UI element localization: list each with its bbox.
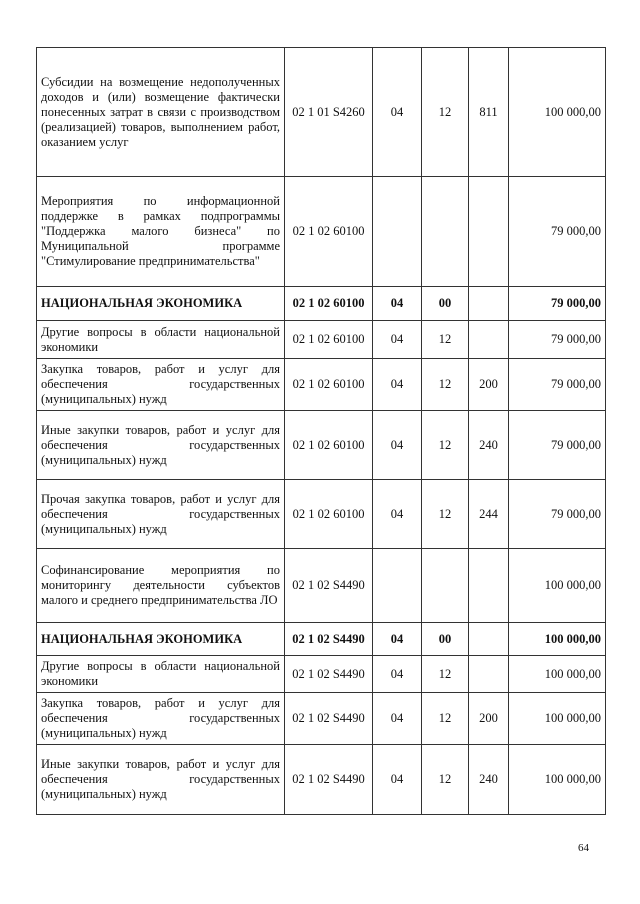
table-row bbox=[37, 411, 606, 480]
table-row bbox=[37, 359, 606, 411]
row-pr: 12 bbox=[422, 480, 469, 549]
budget-table bbox=[36, 47, 606, 815]
row-rz: 04 bbox=[373, 411, 422, 480]
row-pr: 12 bbox=[422, 359, 469, 411]
row-csr: 02 1 02 S4490 bbox=[285, 549, 373, 623]
row-csr: 02 1 01 S4260 bbox=[285, 48, 373, 177]
row-csr: 02 1 02 S4490 bbox=[285, 656, 373, 693]
table-row bbox=[37, 693, 606, 745]
page-number: 64 bbox=[578, 842, 589, 854]
row-csr: 02 1 02 60100 bbox=[285, 480, 373, 549]
row-sum: 79 000,00 bbox=[509, 321, 606, 359]
row-sum: 100 000,00 bbox=[509, 656, 606, 693]
row-vr bbox=[469, 623, 509, 656]
row-rz: 04 bbox=[373, 359, 422, 411]
row-name: НАЦИОНАЛЬНАЯ ЭКОНОМИКА bbox=[37, 287, 285, 321]
row-sum: 100 000,00 bbox=[509, 693, 606, 745]
row-vr bbox=[469, 321, 509, 359]
table-row bbox=[37, 480, 606, 549]
table-row bbox=[37, 656, 606, 693]
row-csr: 02 1 02 S4490 bbox=[285, 745, 373, 815]
row-csr: 02 1 02 60100 bbox=[285, 177, 373, 287]
row-sum: 100 000,00 bbox=[509, 549, 606, 623]
row-vr bbox=[469, 177, 509, 287]
row-csr: 02 1 02 60100 bbox=[285, 321, 373, 359]
table-row bbox=[37, 177, 606, 287]
row-vr: 200 bbox=[469, 359, 509, 411]
table-row-section bbox=[37, 623, 606, 656]
row-rz: 04 bbox=[373, 693, 422, 745]
row-sum: 79 000,00 bbox=[509, 177, 606, 287]
row-vr: 200 bbox=[469, 693, 509, 745]
row-rz bbox=[373, 177, 422, 287]
row-csr: 02 1 02 S4490 bbox=[285, 693, 373, 745]
row-vr: 244 bbox=[469, 480, 509, 549]
row-vr bbox=[469, 656, 509, 693]
row-csr: 02 1 02 60100 bbox=[285, 287, 373, 321]
row-pr: 12 bbox=[422, 745, 469, 815]
table-row-section bbox=[37, 287, 606, 321]
table-row bbox=[37, 48, 606, 177]
row-pr: 00 bbox=[422, 287, 469, 321]
row-name: Иные закупки товаров, работ и услуг для обеспечения государственных (муниципальных) нужд bbox=[37, 411, 285, 480]
row-sum: 79 000,00 bbox=[509, 359, 606, 411]
row-pr bbox=[422, 177, 469, 287]
row-pr: 12 bbox=[422, 321, 469, 359]
row-name: Иные закупки товаров, работ и услуг для обеспечения государственных (муниципальных) нужд bbox=[37, 745, 285, 815]
row-sum: 100 000,00 bbox=[509, 745, 606, 815]
row-csr: 02 1 02 S4490 bbox=[285, 623, 373, 656]
row-rz: 04 bbox=[373, 623, 422, 656]
row-csr: 02 1 02 60100 bbox=[285, 411, 373, 480]
table-row bbox=[37, 549, 606, 623]
row-rz: 04 bbox=[373, 656, 422, 693]
row-rz: 04 bbox=[373, 321, 422, 359]
row-rz: 04 bbox=[373, 480, 422, 549]
row-vr bbox=[469, 287, 509, 321]
row-name: Закупка товаров, работ и услуг для обеспечения государственных (муниципальных) нужд bbox=[37, 693, 285, 745]
row-pr: 12 bbox=[422, 656, 469, 693]
row-name: Закупка товаров, работ и услуг для обеспечения государственных (муниципальных) нужд bbox=[37, 359, 285, 411]
row-name: Другие вопросы в области национальной экономики bbox=[37, 656, 285, 693]
row-vr: 240 bbox=[469, 745, 509, 815]
row-pr bbox=[422, 549, 469, 623]
row-vr bbox=[469, 549, 509, 623]
row-rz bbox=[373, 549, 422, 623]
row-pr: 12 bbox=[422, 411, 469, 480]
row-sum: 100 000,00 bbox=[509, 48, 606, 177]
row-sum: 79 000,00 bbox=[509, 287, 606, 321]
row-name: НАЦИОНАЛЬНАЯ ЭКОНОМИКА bbox=[37, 623, 285, 656]
row-vr: 811 bbox=[469, 48, 509, 177]
row-csr: 02 1 02 60100 bbox=[285, 359, 373, 411]
row-vr: 240 bbox=[469, 411, 509, 480]
row-name: Субсидии на возмещение недополученных доходов и (или) возмещение фактически понесенных затрат в связи с производством (реализацией) товаров, выполнением работ, оказанием услуг bbox=[37, 48, 285, 177]
row-name: Мероприятия по информационной поддержке в рамках подпрограммы "Поддержка малого бизнеса" по Муниципальной программе "Стимулирование предпринимательства" bbox=[37, 177, 285, 287]
row-pr: 12 bbox=[422, 693, 469, 745]
row-name: Прочая закупка товаров, работ и услуг для обеспечения государственных (муниципальных) нужд bbox=[37, 480, 285, 549]
row-sum: 79 000,00 bbox=[509, 480, 606, 549]
row-pr: 00 bbox=[422, 623, 469, 656]
row-sum: 100 000,00 bbox=[509, 623, 606, 656]
table-row bbox=[37, 745, 606, 815]
row-rz: 04 bbox=[373, 287, 422, 321]
row-name: Другие вопросы в области национальной экономики bbox=[37, 321, 285, 359]
row-rz: 04 bbox=[373, 745, 422, 815]
row-name: Софинансирование мероприятия по мониторингу деятельности субъектов малого и среднего предпринимательства ЛО bbox=[37, 549, 285, 623]
row-pr: 12 bbox=[422, 48, 469, 177]
row-rz: 04 bbox=[373, 48, 422, 177]
row-sum: 79 000,00 bbox=[509, 411, 606, 480]
table-row bbox=[37, 321, 606, 359]
